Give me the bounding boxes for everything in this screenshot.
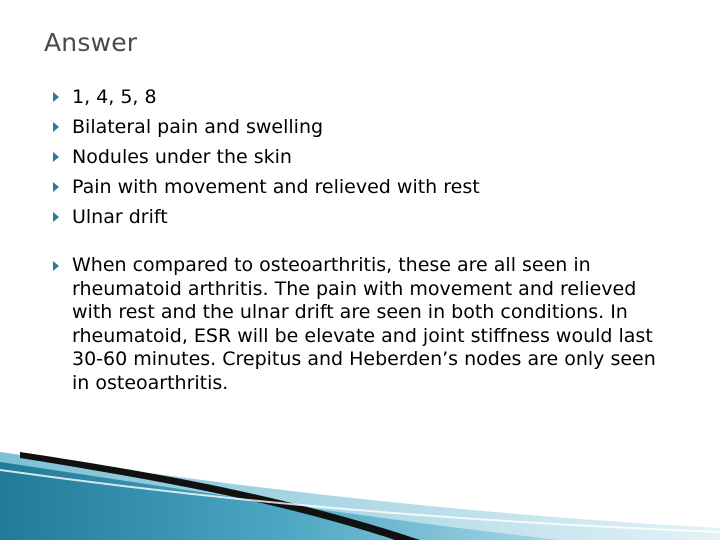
bullet-text: Ulnar drift	[72, 206, 168, 228]
explanation-text: When compared to osteoarthritis, these are all seen in rheumatoid arthritis. The pain with movement and relieved with rest and the ulnar drift are seen in both conditions. In rheumatoid, ESR will be elevate and joint stiffness would last 30-60 minutes. Crepitus and Heberden’s nodes are only seen in osteoarthritis.	[72, 254, 656, 394]
bullet-text: Bilateral pain and swelling	[72, 116, 324, 138]
bullet-text: 1, 4, 5, 8	[72, 86, 157, 108]
bullet-text: Nodules under the skin	[72, 146, 292, 168]
slide-title: Answer	[44, 28, 138, 57]
bullet-text: Pain with movement and relieved with rest	[72, 176, 480, 198]
